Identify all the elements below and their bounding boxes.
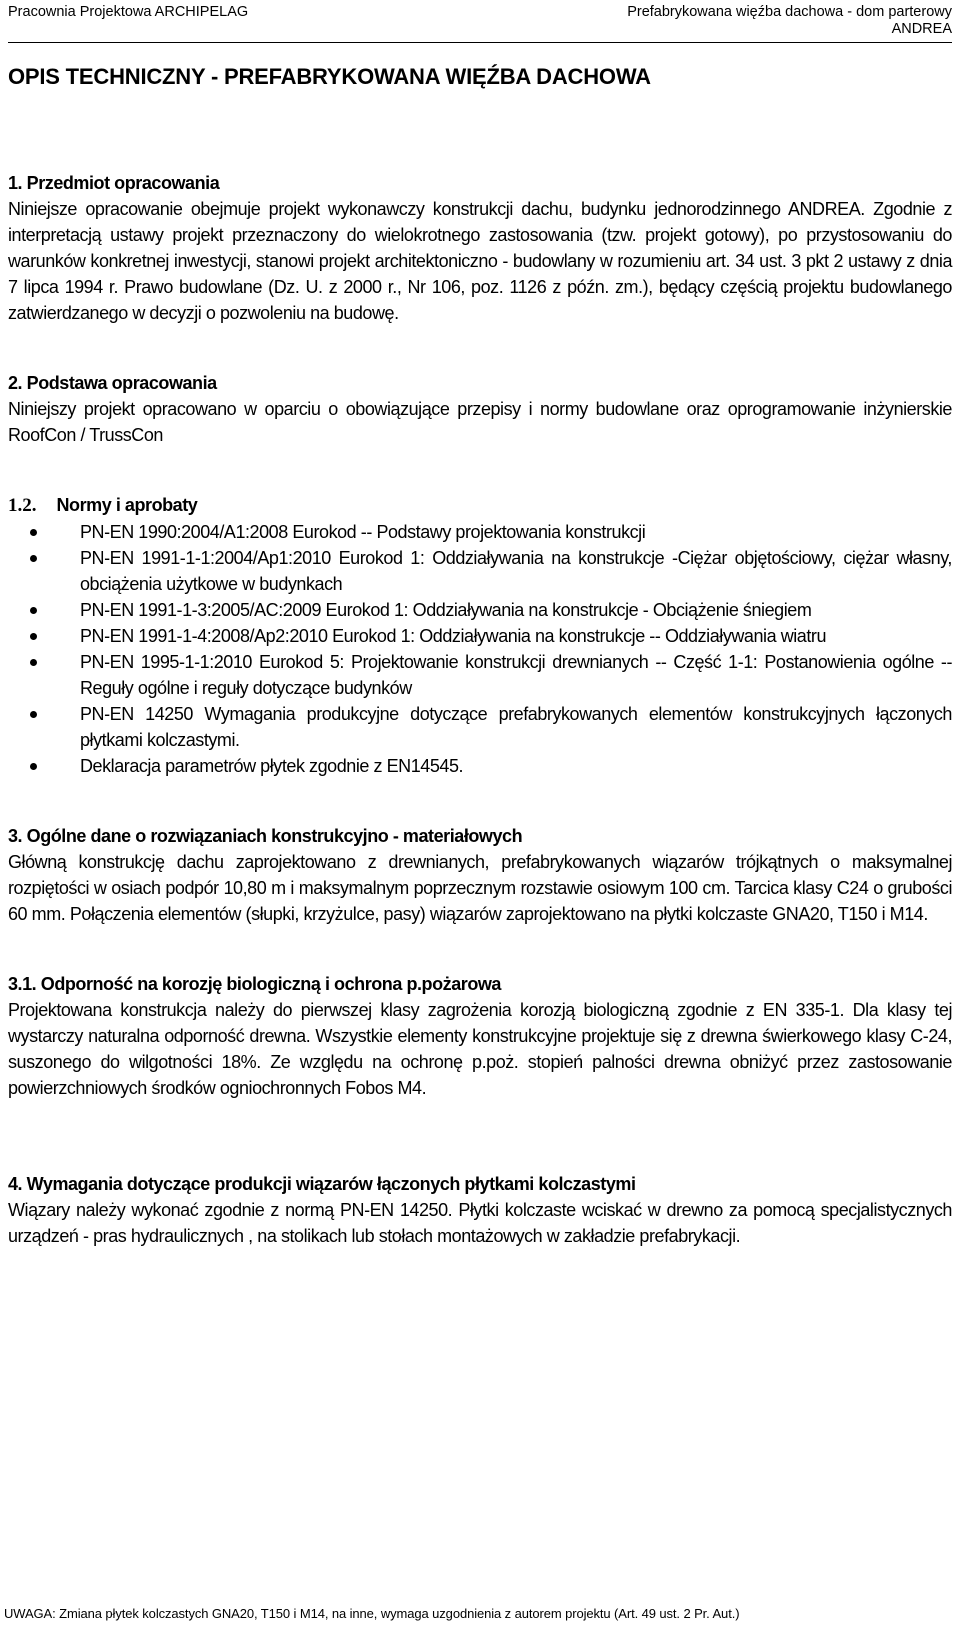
section-paragraph: Niniejsze opracowanie obejmuje projekt wykonawczy konstrukcji dachu, budynku jednorodzinnego ANDREA. Zgodnie z interpretacją ustawy projekt przeznaczony do wielokrotnego zastosowania (tzw. projekt gotowy), po przystosowaniu do warunków konkretnej inwestycji, stanowi projekt architektoniczno - budowlany w rozumieniu art. 34 ust. 3 pkt 2 ustawy z dnia 7 lipca 1994 r. Prawo budowlane (Dz. U. z 2000 r., Nr 106, poz. 1126 z późn. zm.), będący częścią projektu budowlanego zatwierdzanego w decyzji o pozwoleniu na budowę. [8, 199, 952, 323]
section-paragraph: Główną konstrukcję dachu zaprojektowano z drewnianych, prefabrykowanych wiązarów trójkątnych o maksymalnej rozpiętości w osiach podpór 10,80 m i maksymalnym poprzecznym rozstawie osiowym 100 cm. Tarcica klasy C24 o grubości 60 mm. Połączenia elementów (słupki, krzyżulce, pasy) wiązarów zaprojektowano na płytki kolczaste GNA20, T150 i M14. [8, 852, 952, 924]
bullet-icon [30, 633, 37, 640]
page-footer-note: UWAGA: Zmiana płytek kolczastych GNA20, T150 i M14, na inne, wymaga uzgodnienia z autorem projektu (Art. 49 ust. 2 Pr. Aut.) [4, 1606, 740, 1621]
page-header [8, 4, 952, 43]
bullet-icon [30, 711, 37, 718]
bullet-icon [30, 659, 37, 666]
header-project [627, 4, 952, 38]
list-item-text: Deklaracja parametrów płytek zgodnie z EN14545. [80, 756, 464, 776]
section-podstawa [8, 370, 952, 448]
list-item-text: PN-EN 1995-1-1:2010 Eurokod 5: Projektowanie konstrukcji drewnianych -- Część 1-1: Postanowienia ogólne -- Reguły ogólne i reguły dotyczące budynków [80, 652, 952, 698]
list-item-text: PN-EN 1990:2004/A1:2008 Eurokod -- Podstawy projektowania konstrukcji [80, 522, 646, 542]
list-item [80, 623, 952, 649]
list-item [80, 597, 952, 623]
section-number: 1.2. [8, 495, 37, 516]
list-item-text: PN-EN 1991-1-4:2008/Ap2:2010 Eurokod 1: Oddziaływania na konstrukcje -- Oddziaływania wiatru [80, 626, 827, 646]
section-paragraph: Niniejszy projekt opracowano w oparciu o obowiązujące przepisy i normy budowlane oraz oprogramowanie inżynierskie RoofCon / TrussCon [8, 399, 952, 445]
section-heading: 2. Podstawa opracowania [8, 373, 217, 393]
section-przedmiot [8, 170, 952, 326]
document-title: OPIS TECHNICZNY - PREFABRYKOWANA WIĘŹBA DACHOWA [8, 64, 651, 89]
document-body [8, 170, 952, 1249]
section-heading: 3. Ogólne dane o rozwiązaniach konstrukcyjno - materiałowych [8, 826, 523, 846]
bullet-icon [30, 555, 37, 562]
section-paragraph: Wiązary należy wykonać zgodnie z normą PN-EN 14250. Płytki kolczaste wciskać w drewno za pomocą specjalistycznych urządzeń - pras hydraulicznych , na stolikach lub stołach montażowych w zakładzie prefabrykacji. [8, 1200, 952, 1246]
section-heading: 4. Wymagania dotyczące produkcji wiązarów łączonych płytkami kolczastymi [8, 1174, 636, 1194]
norms-list [8, 519, 952, 779]
list-item [80, 701, 952, 753]
bullet-icon [30, 763, 37, 770]
bullet-icon [30, 607, 37, 614]
header-project-title: Prefabrykowana więźba dachowa - dom parterowy [627, 4, 952, 20]
list-item-text: PN-EN 1991-1-3:2005/AC:2009 Eurokod 1: Oddziaływania na konstrukcje - Obciążenie śniegiem [80, 600, 812, 620]
section-wymagania [8, 1171, 952, 1249]
list-item [80, 649, 952, 701]
section-title: Normy i aprobaty [56, 495, 198, 515]
list-item [80, 545, 952, 597]
list-item-text: PN-EN 1991-1-1:2004/Ap1:2010 Eurokod 1: Oddziaływania na konstrukcje -Ciężar objętościowy, ciężar własny, obciążenia użytkowe w budynkach [80, 548, 952, 594]
bullet-icon [30, 529, 37, 536]
section-ogolne-dane [8, 823, 952, 927]
section-heading: 1. Przedmiot opracowania [8, 173, 220, 193]
section-heading [8, 492, 952, 519]
section-odpornosc [8, 971, 952, 1101]
header-company: Pracownia Projektowa ARCHIPELAG [8, 4, 249, 20]
section-normy [8, 492, 952, 779]
header-project-name: ANDREA [891, 21, 952, 37]
list-item [80, 519, 952, 545]
list-item-text: PN-EN 14250 Wymagania produkcyjne dotyczące prefabrykowanych elementów konstrukcyjnych łączonych płytkami kolczastymi. [80, 704, 952, 750]
section-paragraph: Projektowana konstrukcja należy do pierwszej klasy zagrożenia korozją biologiczną zgodnie z EN 335-1. Dla klasy tej wystarczy naturalna odporność drewna. Wszystkie elementy konstrukcyjne projektuje się z drewna świerkowego klasy C-24, suszonego do wilgotności 18%. Ze względu na ochronę p.poż. stopień palności drewna obniżyć przez zastosowanie powierzchniowych środków ogniochronnych Fobos M4. [8, 1000, 952, 1098]
list-item [80, 753, 952, 779]
section-heading: 3.1. Odporność na korozję biologiczną i ochrona p.pożarowa [8, 974, 501, 994]
